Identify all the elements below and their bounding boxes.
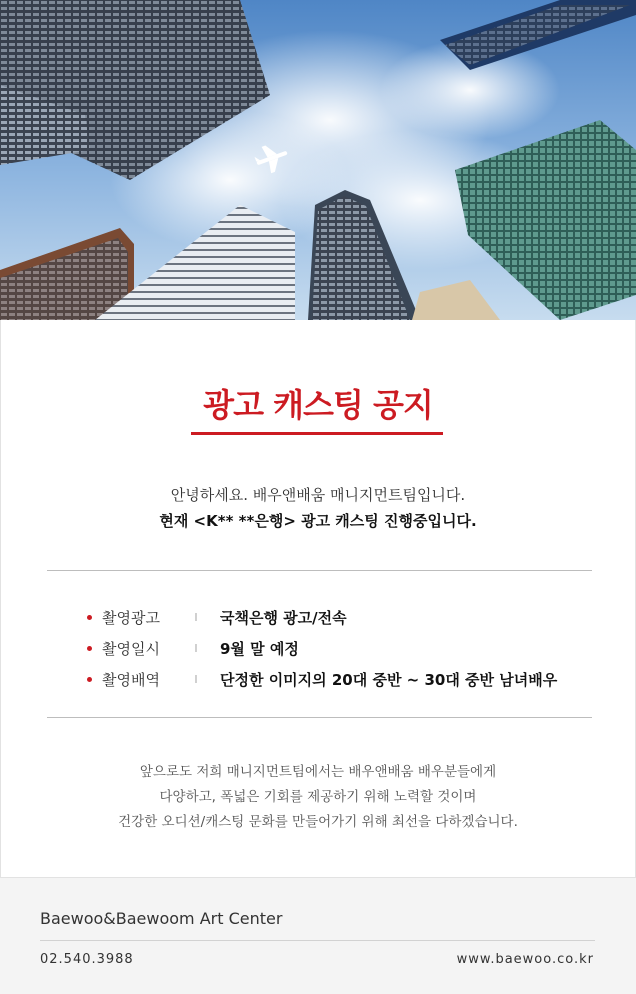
detail-separator: I: [194, 642, 198, 655]
hero-skyscraper-photo: [0, 0, 636, 320]
divider-bottom: [47, 717, 592, 718]
detail-separator: I: [194, 611, 198, 624]
detail-value: 9월 말 예정: [220, 640, 299, 658]
notice-intro: [1, 482, 635, 534]
closing-line: 건강한 오디션/캐스팅 문화를 만들어가기 위해 최선을 다하겠습니다.: [118, 814, 518, 830]
bullet-icon: [87, 615, 92, 620]
detail-row-date: [87, 633, 557, 664]
closing-line: 앞으로도 저희 매니지먼트팀에서는 배우앤배움 배우분들에게: [139, 764, 497, 780]
footer-website-link[interactable]: www.baewoo.co.kr: [456, 952, 594, 967]
footer-phone[interactable]: 02.540.3988: [40, 952, 134, 967]
notice-card: [0, 320, 636, 877]
detail-separator: I: [194, 673, 198, 686]
casting-details: [87, 602, 557, 695]
detail-label: 촬영일시: [102, 640, 160, 658]
title-underline: [191, 432, 443, 435]
divider-top: [47, 570, 592, 571]
detail-row-role: [87, 664, 557, 695]
footer-divider: [40, 940, 595, 941]
detail-row-ad: [87, 602, 557, 633]
detail-value: 국책은행 광고/전속: [220, 609, 347, 627]
detail-value: 단정한 이미지의 20대 중반 ~ 30대 중반 남녀배우: [220, 671, 558, 689]
bullet-icon: [87, 646, 92, 651]
footer: [0, 877, 636, 994]
closing-line: 다양하고, 폭넓은 기회를 제공하기 위해 노력할 것이며: [159, 789, 477, 805]
detail-label: 촬영광고: [102, 609, 160, 627]
closing-message: [1, 760, 635, 835]
headline-text: 현재 <K** **은행> 광고 캐스팅 진행중입니다.: [159, 512, 477, 530]
greeting-text: 안녕하세요. 배우앤배움 매니지먼트팀입니다.: [170, 486, 466, 504]
bullet-icon: [87, 677, 92, 682]
detail-label: 촬영배역: [102, 671, 160, 689]
footer-brand: Baewoo&Baewoom Art Center: [40, 909, 283, 928]
notice-title: 광고 캐스팅 공지: [203, 386, 433, 424]
